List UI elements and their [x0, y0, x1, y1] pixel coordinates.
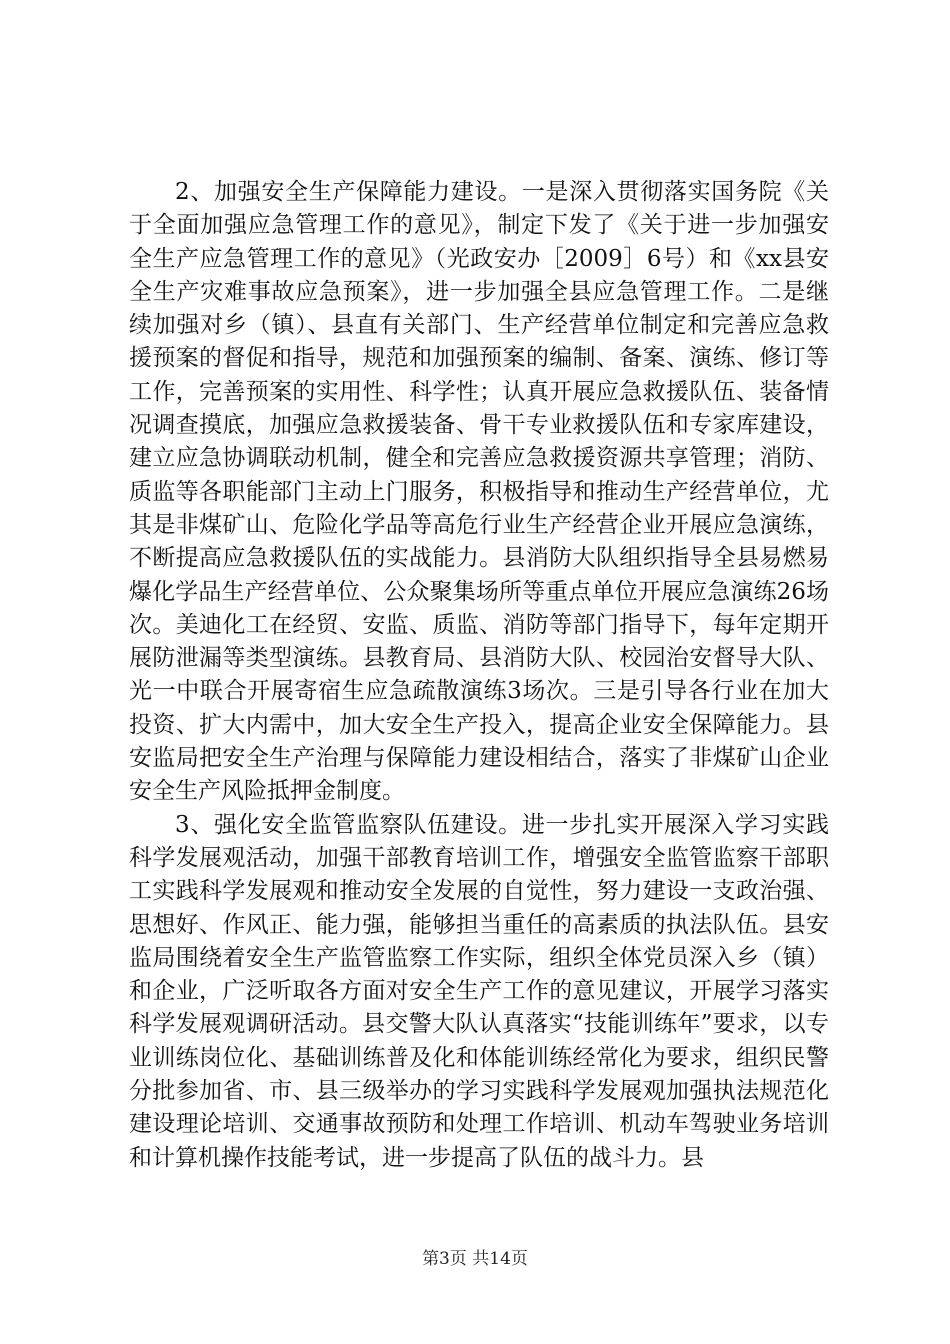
paragraph-team-building: 3、强化安全监管监察队伍建设。进一步扎实开展深入学习实践科学发展观活动，加强干部教育培训工作，增强安全监管监察干部职工实践科学发展观和推动安全发展的自觉性，努力建设一支政治强、思想好、作风正、能力强，能够担当重任的高素质的执法队伍。县安监局围绕着安全生产监管监察工作实际，组织全体党员深入乡（镇）和企业，广泛听取各方面对安全生产工作的意见建议，开展学习落实科学发展观调研活动。县交警大队认真落实“技能训练年”要求，以专业训练岗位化、基础训练普及化和体能训练经常化为要求，组织民警分批参加省、市、县三级举办的学习实践科学发展观加强执法规范化建设理论培训、交通事故预防和处理工作培训、机动车驾驶业务培训和计算机操作技能考试，进一步提高了队伍的战斗力。县: [129, 811, 829, 1171]
page-number-footer: 第3页 共14页: [422, 1249, 528, 1269]
document-body: [129, 176, 829, 1175]
paragraph-safety-guarantee: 2、加强安全生产保障能力建设。一是深入贯彻落实国务院《关于全面加强应急管理工作的意见》，制定下发了《关于进一步加强安全生产应急管理工作的意见》（光政安办［2009］6号）和《xx县安全生产灾难事故应急预案》，进一步加强全县应急管理工作。二是继续加强对乡（镇）、县直有关部门、生产经营单位制定和完善应急救援预案的督促和指导，规范和加强预案的编制、备案、演练、修订等工作，完善预案的实用性、科学性；认真开展应急救援队伍、装备情况调查摸底，加强应急救援装备、骨干专业救援队伍和专家库建设，建立应急协调联动机制，健全和完善应急救援资源共享管理；消防、质监等各职能部门主动上门服务，积极指导和推动生产经营单位，尤其是非煤矿山、危险化学品等高危行业生产经营企业开展应急演练，不断提高应急救援队伍的实战能力。县消防大队组织指导全县易燃易爆化学品生产经营单位、公众聚集场所等重点单位开展应急演练26场次。美迪化工在经贸、安监、质监、消防等部门指导下，每年定期开展防泄漏等类型演练。县教育局、县消防大队、校园治安督导大队、光一中联合开展寄宿生应急疏散演练3场次。三是引导各行业在加大投资、扩大内需中，加大安全生产投入，提高企业安全保障能力。县安监局把安全生产治理与保障能力建设相结合，落实了非煤矿山企业安全生产风险抵押金制度。: [129, 179, 829, 805]
